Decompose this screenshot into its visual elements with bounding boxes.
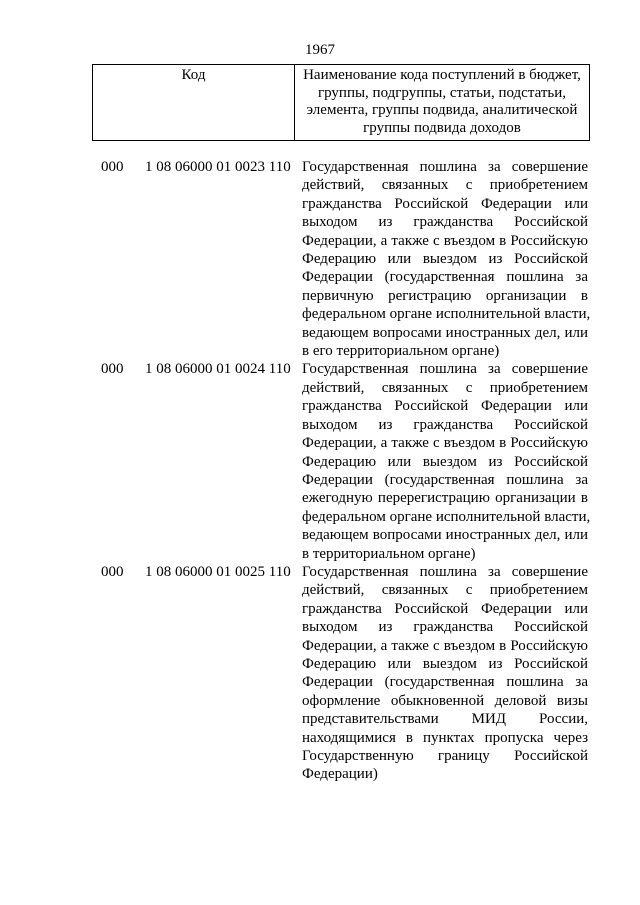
description-line: действий, связанных с приобретением <box>302 582 588 599</box>
description-line: выходом из гражданства Российской <box>302 619 588 636</box>
description-line: Государственная пошлина за совершение <box>302 563 588 580</box>
description-line: Федерации, а также с въездом в Российскую <box>302 435 588 452</box>
admin-code: 000 <box>101 361 124 378</box>
revenue-code-entry <box>0 360 640 562</box>
name-column-header <box>295 65 589 140</box>
revenue-code-list <box>0 158 640 784</box>
page-number: 1967 <box>305 42 335 58</box>
description-line: федеральном органе исполнительной власти, <box>302 508 591 525</box>
description-line: ведающем вопросами иностранных дел, или <box>302 527 588 544</box>
description-line: оформление обыкновенной деловой визы <box>302 692 588 709</box>
admin-code: 000 <box>101 563 124 580</box>
description-line: Федерации (государственная пошлина за <box>302 269 588 286</box>
description-line: Федерации, а также с въездом в Российскую <box>302 232 588 249</box>
revenue-code-entry <box>0 158 640 360</box>
code-column-header: Код <box>93 65 295 140</box>
description-line: Государственную границу Российской <box>302 748 588 764</box>
description-line: ежегодную перерегистрацию организации в <box>302 490 588 507</box>
description-line: действий, связанных с приобретением <box>302 177 588 194</box>
revenue-code: 1 08 06000 01 0025 110 <box>145 563 291 580</box>
description-line: первичную регистрацию организации в <box>302 287 588 304</box>
description-line: ведающем вопросами иностранных дел, или <box>302 324 588 341</box>
description-line: выходом из гражданства Российской <box>302 416 588 433</box>
description-line: Федерации, а также с въездом в Российскую <box>302 637 588 654</box>
description-line: Федерацию или выездом из Российской <box>302 655 588 672</box>
revenue-code-description <box>302 563 588 784</box>
description-line: Федерации) <box>302 766 378 783</box>
description-line: Государственная пошлина за совершение <box>302 159 588 175</box>
column-header-table <box>92 64 590 141</box>
name-header-line: элемента, группы подвида, аналитической <box>306 102 578 118</box>
revenue-code-description <box>302 158 591 360</box>
name-header-line: группы подвида доходов <box>363 119 521 136</box>
description-line: действий, связанных с приобретением <box>302 379 588 396</box>
admin-code: 000 <box>101 159 124 175</box>
revenue-code: 1 08 06000 01 0023 110 <box>145 159 291 175</box>
name-header-line: группы, подгруппы, статьи, подстатьи, <box>317 84 567 101</box>
name-header-line: Наименование кода поступлений в бюджет, <box>303 67 581 83</box>
description-line: в территориальном органе) <box>302 545 476 562</box>
description-line: представительствами МИД России, <box>302 711 588 728</box>
description-line: гражданства Российской Федерации или <box>302 398 588 415</box>
description-line: Федерации (государственная пошлина за <box>302 674 588 691</box>
revenue-code-entry <box>0 563 640 784</box>
description-line: Федерации (государственная пошлина за <box>302 471 588 488</box>
description-line: гражданства Российской Федерации или <box>302 195 588 212</box>
description-line: в его территориальном органе) <box>302 343 500 360</box>
revenue-code-description <box>302 360 591 562</box>
description-line: федеральном органе исполнительной власти, <box>302 306 591 323</box>
revenue-code: 1 08 06000 01 0024 110 <box>145 361 291 378</box>
description-line: Федерацию или выездом из Российской <box>302 453 588 470</box>
description-line: находящимися в пунктах пропуска через <box>302 729 588 746</box>
description-line: Государственная пошлина за совершение <box>302 361 588 378</box>
description-line: выходом из гражданства Российской <box>302 214 588 231</box>
description-line: Федерацию или выездом из Российской <box>302 251 588 268</box>
description-line: гражданства Российской Федерации или <box>302 600 588 617</box>
